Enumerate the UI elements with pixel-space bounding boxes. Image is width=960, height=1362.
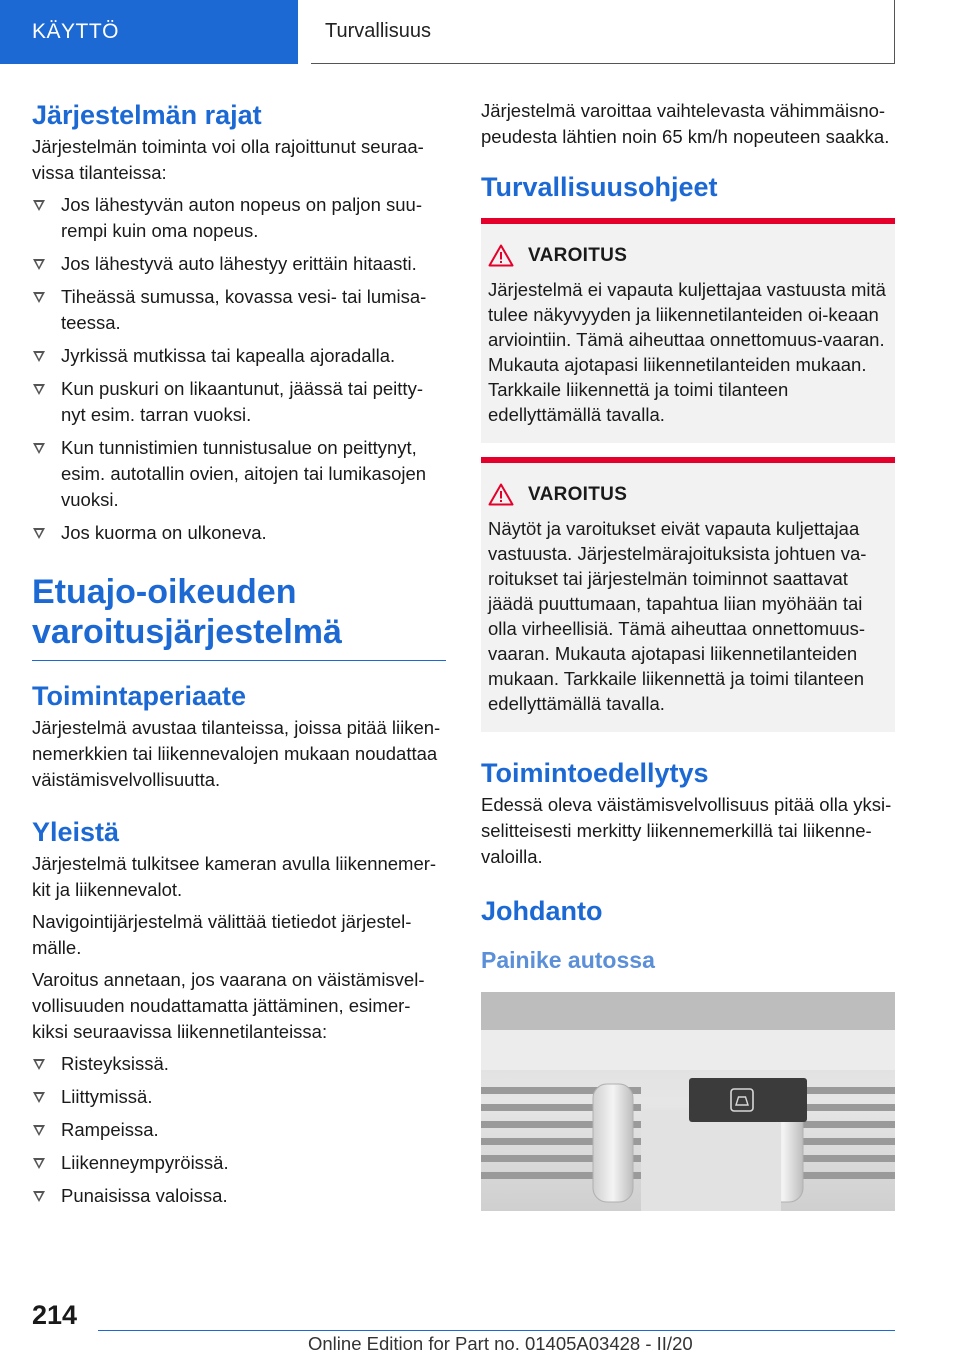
limits-heading: Järjestelmän rajat	[32, 100, 262, 130]
general-heading: Yleistä	[32, 817, 120, 847]
warning-triangle-icon	[488, 244, 514, 267]
button-photo	[481, 992, 895, 1211]
triangle-bullet-icon	[33, 1059, 45, 1070]
principle-heading: Toimintaperiaate	[32, 681, 247, 711]
limits-list	[32, 192, 446, 546]
principle-text: Järjestelmä avustaa tilanteissa, joissa pitää liiken-nemerkkien tai liikennevalojen mukaan noudattaa väistämisvelvollisuutta.	[32, 717, 441, 790]
section-header	[311, 0, 895, 64]
list-item: Kun tunnistimien tunnistusalue on peittynyt, esim. autotallin ovien, aitojen tai lumikasojen vuoksi.	[32, 435, 446, 513]
list-item: Rampeissa.	[32, 1117, 446, 1143]
triangle-bullet-icon	[33, 1092, 45, 1103]
triangle-bullet-icon	[33, 528, 45, 539]
list-item: Jos kuorma on ulkoneva.	[32, 520, 446, 546]
list-item: Liikenneympyröissä.	[32, 1150, 446, 1176]
safety-heading: Turvallisuusohjeet	[481, 172, 718, 202]
introduction-heading: Johdanto	[481, 896, 603, 926]
limits-intro: Järjestelmän toiminta voi olla rajoittunut seuraa-vissa tilanteissa:	[32, 136, 424, 183]
warning-triangle-icon	[488, 483, 514, 506]
triangle-bullet-icon	[33, 292, 45, 303]
list-item: Punaisissa valoissa.	[32, 1183, 446, 1209]
heading-divider	[32, 660, 446, 661]
general-paragraph-3: Varoitus annetaan, jos vaarana on väistämisvel-vollisuuden noudattamatta jättäminen, esimer-kiksi seuraavissa liikennetilanteissa:	[32, 969, 425, 1042]
triangle-bullet-icon	[33, 200, 45, 211]
warning-title: VAROITUS	[528, 244, 628, 266]
list-item: Tiheässä sumussa, kovassa vesi- tai lumisa-teessa.	[32, 284, 446, 336]
warning-box	[481, 218, 895, 443]
triangle-bullet-icon	[33, 384, 45, 395]
prerequisite-heading: Toimintoedellytys	[481, 758, 709, 788]
chapter-tab	[0, 0, 298, 64]
list-item: Kun puskuri on likaantunut, jäässä tai peitty-nyt esim. tarran vuoksi.	[32, 376, 446, 428]
triangle-bullet-icon	[33, 1125, 45, 1136]
list-item: Jos lähestyvän auton nopeus on paljon suu-rempi kuin oma nopeus.	[32, 192, 446, 244]
speed-intro: Järjestelmä varoittaa vaihtelevasta vähimmäisno-peudesta lähtien noin 65 km/h nopeuteen saakka.	[481, 100, 890, 147]
list-item: Liittymissä.	[32, 1084, 446, 1110]
warning-box	[481, 457, 895, 732]
triangle-bullet-icon	[33, 1158, 45, 1169]
warning-text: Näytöt ja varoitukset eivät vapauta kuljettajaa vastuusta. Järjestelmärajoituksista johtuen va-roitukset tai järjestelmän toiminnot saattavat jäädä puuttumaan, tapahtua liian myöhään tai olla virheellisiä. Tämä aiheuttaa onnettomuus-vaaran. Mukauta ajotapasi liikennetilanteiden mukaan. Tarkkaile liikennettä ja toimi tilanteen edellyttämällä tavalla.	[488, 518, 867, 714]
main-heading: Etuajo-oikeuden varoitusjärjestelmä	[32, 573, 342, 651]
button-heading: Painike autossa	[481, 947, 655, 973]
page-number: 214	[32, 1300, 78, 1330]
general-paragraph-2: Navigointijärjestelmä välittää tietiedot järjestel-mälle.	[32, 911, 412, 958]
situations-list	[32, 1051, 446, 1209]
list-item: Jos lähestyvä auto lähestyy erittäin hitaasti.	[32, 251, 446, 277]
section-label: Turvallisuus	[325, 20, 431, 42]
triangle-bullet-icon	[33, 351, 45, 362]
triangle-bullet-icon	[33, 1191, 45, 1202]
list-item: Jyrkissä mutkissa tai kapealla ajoradalla.	[32, 343, 446, 369]
warning-text: Järjestelmä ei vapauta kuljettajaa vastuusta mitä tulee näkyvyyden ja liikennetilanteiden oi-keaan arviointiin. Tämä aiheuttaa onnettomuus-vaaran. Mukauta ajotapasi liikennetilanteiden mukaan. Tarkkaile liikennettä ja toimi tilanteen edellyttämällä tavalla.	[488, 279, 886, 425]
general-paragraph-1: Järjestelmä tulkitsee kameran avulla liikennemer-kit ja liikennevalot.	[32, 853, 437, 900]
edition-note: Online Edition for Part no. 01405A03428 - II/20	[308, 1333, 693, 1354]
list-item: Risteyksissä.	[32, 1051, 446, 1077]
right-column	[481, 98, 895, 1211]
triangle-bullet-icon	[33, 259, 45, 270]
chapter-label: KÄYTTÖ	[32, 20, 120, 43]
left-column	[32, 98, 446, 1216]
footer-divider	[98, 1330, 895, 1331]
triangle-bullet-icon	[33, 443, 45, 454]
warning-title: VAROITUS	[528, 483, 628, 505]
prerequisite-text: Edessä oleva väistämisvelvollisuus pitää olla yksi-selitteisesti merkitty liikennemerkillä tai liikenne-valoilla.	[481, 794, 892, 867]
